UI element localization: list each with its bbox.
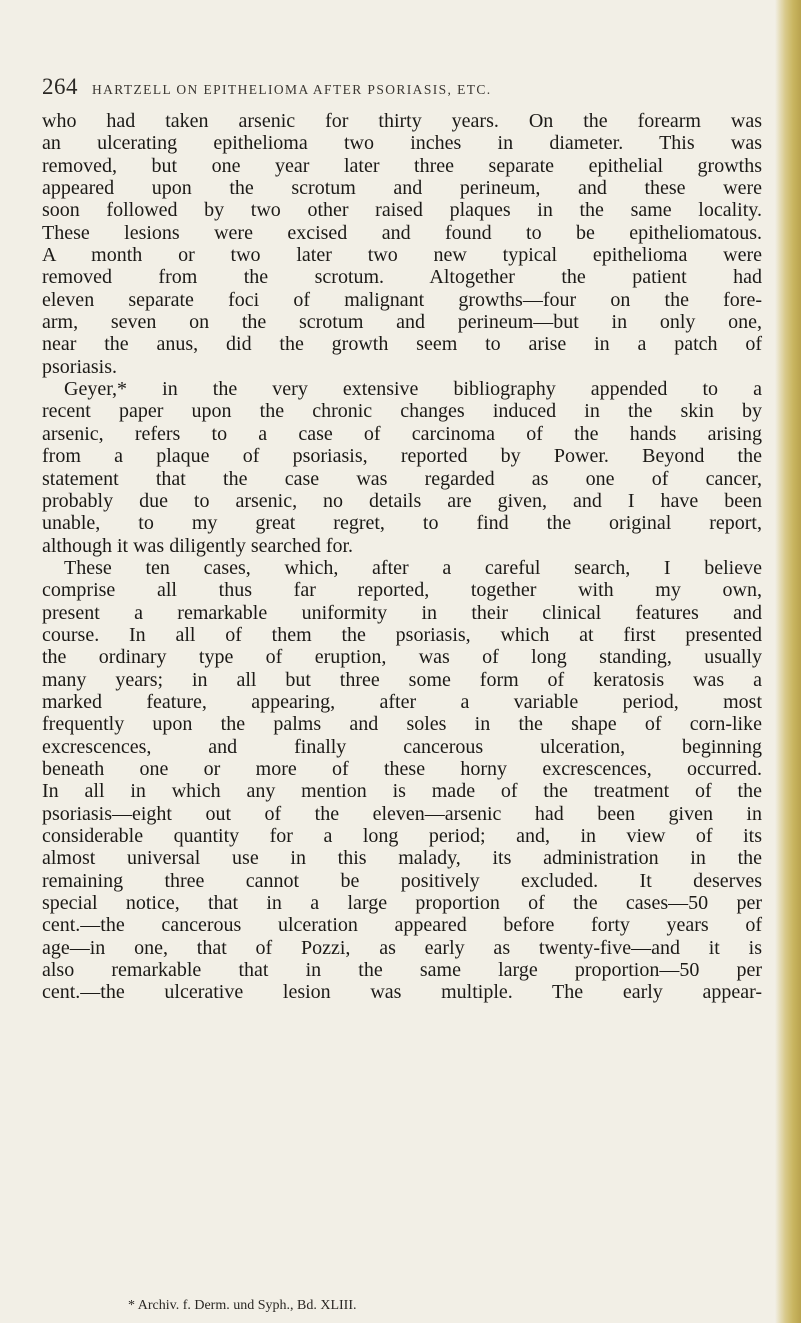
text-line: A month or two later two new typical epithelioma were [42,244,762,267]
text-line: eleven separate foci of malignant growths—four on the fore- [42,288,762,311]
text-line: beneath one or more of these horny excrescences, occurred. [42,757,762,780]
running-title: HARTZELL ON EPITHELIOMA AFTER PSORIASIS, ETC. [92,82,492,97]
text-line: marked feature, appearing, after a variable period, most [42,690,762,713]
text-line: Geyer,* in the very extensive bibliography appended to a [64,378,762,401]
text-line: considerable quantity for a long period; and, in view of its [42,825,762,847]
body-text [42,110,762,1004]
text-line: from a plaque of psoriasis, reported by Power. Beyond the [42,445,762,468]
text-line: frequently upon the palms and soles in the shape of corn-like [42,713,762,736]
text-line: These ten cases, which, after a careful search, I believe [64,556,762,579]
text-line: remaining three cannot be positively excluded. It deserves [42,869,762,892]
text-line: almost universal use in this malady, its administration in the [42,847,762,870]
page-header [42,74,762,104]
text-line: who had taken arsenic for thirty years. On the forearm was [42,110,762,132]
text-line: soon followed by two other raised plaques in the same locality. [42,199,762,222]
text-line: statement that the case was regarded as one of cancer, [42,467,762,490]
text-line: psoriasis. [42,355,117,378]
text-line: arsenic, refers to a case of carcinoma of the hands arising [42,422,762,445]
text-line: psoriasis—eight out of the eleven—arsenic had been given in [42,802,762,825]
text-line: removed from the scrotum. Altogether the patient had [42,266,762,289]
text-line: appeared upon the scrotum and perineum, and these were [42,177,762,200]
text-line: near the anus, did the growth seem to arise in a patch of [42,333,762,356]
text-line: In all in which any mention is made of the treatment of the [42,780,762,803]
text-line: recent paper upon the chronic changes induced in the skin by [42,400,762,423]
text-line: the ordinary type of eruption, was of long standing, usually [42,646,762,669]
text-line: course. In all of them the psoriasis, which at first presented [42,623,762,646]
text-line: probably due to arsenic, no details are given, and I have been [42,489,762,512]
page-edge [775,0,801,1323]
text-line: excrescences, and finally cancerous ulceration, beginning [42,735,762,758]
page-number: 264 [42,74,78,99]
text-line: many years; in all but three some form of keratosis was a [42,668,762,691]
text-line: also remarkable that in the same large proportion—50 per [42,959,762,982]
text-line: present a remarkable uniformity in their clinical features and [42,601,762,624]
text-line: an ulcerating epithelioma two inches in diameter. This was [42,132,762,155]
text-line: cent.—the cancerous ulceration appeared before forty years of [42,914,762,937]
text-line: comprise all thus far reported, together with my own, [42,579,762,602]
text-line: removed, but one year later three separate epithelial growths [42,154,762,177]
text-line: age—in one, that of Pozzi, as early as twenty-five—and it is [42,936,762,959]
text-line: although it was diligently searched for. [42,534,354,557]
text-line: cent.—the ulcerative lesion was multiple. The early appear- [42,981,762,1004]
footnote: * Archiv. f. Derm. und Syph., Bd. XLIII. [128,1298,357,1313]
text-line: These lesions were excised and found to be epitheliomatous. [42,221,762,244]
text-line: arm, seven on the scrotum and perineum—but in only one, [42,311,762,334]
text-line: special notice, that in a large proportion of the cases—50 per [42,892,762,915]
text-line: unable, to my great regret, to find the original report, [42,512,762,535]
